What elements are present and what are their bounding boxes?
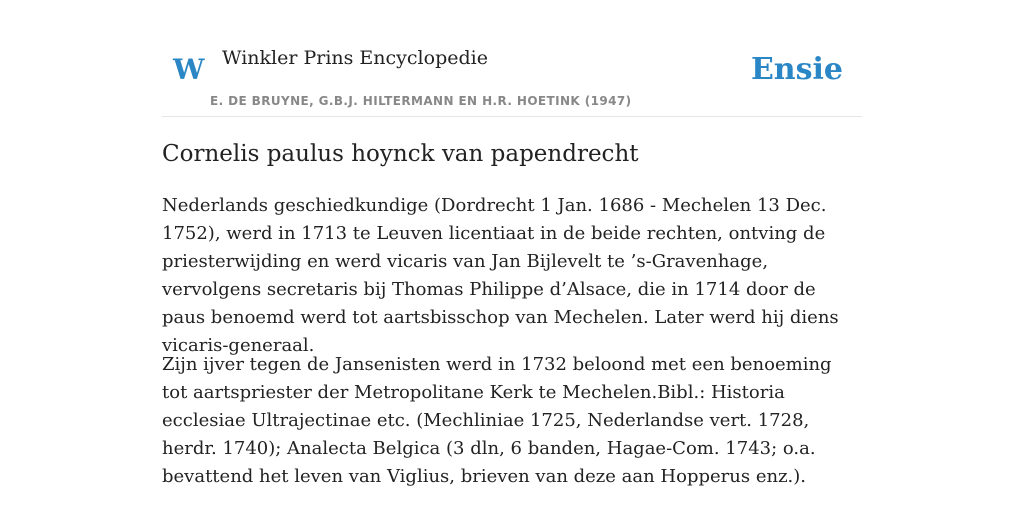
article-paragraph-1: Nederlands geschiedkundige (Dordrecht 1 Jan. 1686 - Mechelen 13 Dec. 1752), werd in 1713 te Leuven licentiaat in de beide rechten, ontving de priesterwijding en werd vicaris van Jan Bijlevelt te ’s-Gravenhage, vervolgens secretaris bij Thomas Philippe d’Alsace, die in 1714 door de paus benoemd werd tot aartsbisschop van Mechelen. Later werd hij diens vicaris-generaal. [162, 195, 839, 356]
ensie-logo[interactable]: Ensie [750, 52, 843, 87]
article-paragraph-2: Zijn ijver tegen de Jansenisten werd in 1732 beloond met een benoeming tot aartspriester der Metropolitane Kerk te Mechelen.Bibl.: Historia ecclesiae Ultrajectinae etc. (Mechliniae 1725, Nederlandse vert. 1728, herdr. 1740); Analecta Belgica (3 dln, 6 banden, Hagae-Com. 1743; o.a. bevattend het leven van Viglius, brieven van deze aan Hopperus enz.). [162, 354, 832, 487]
source-authors: E. DE BRUYNE, G.B.J. HILTERMANN EN H.R. HOETINK (1947) [210, 94, 632, 108]
article-title: Cornelis paulus hoynck van papendrecht [162, 141, 639, 167]
source-title[interactable]: Winkler Prins Encyclopedie [222, 47, 488, 69]
winkler-prins-logo[interactable]: W [173, 53, 205, 86]
source-header [162, 0, 862, 117]
